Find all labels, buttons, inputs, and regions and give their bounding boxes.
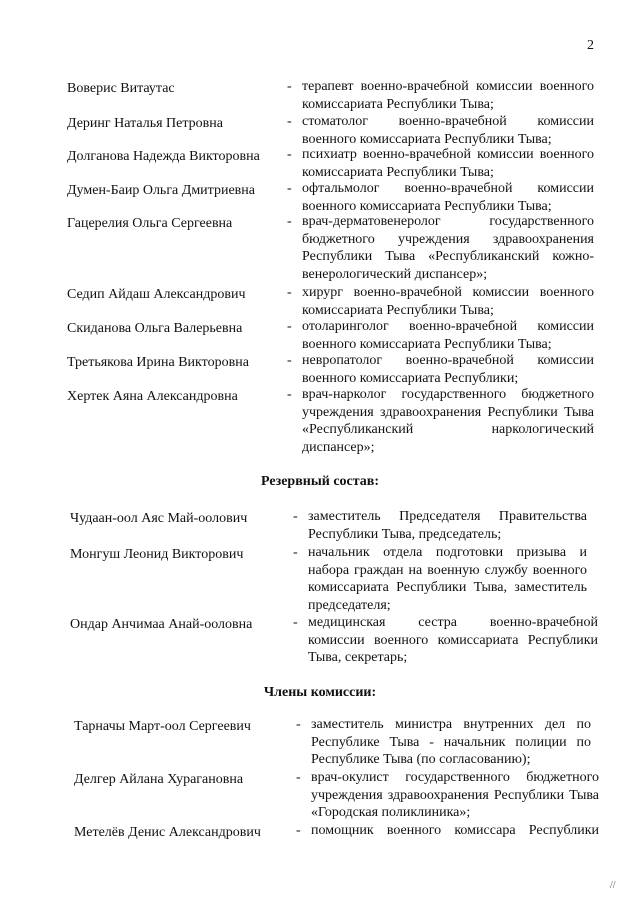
dash: - (287, 79, 292, 94)
person-role: отоларинголог военно-врачебной комиссии военного комиссариата Республики Тыва; (302, 319, 594, 352)
person-name: Воверис Витаутас (67, 81, 175, 96)
dash: - (293, 615, 298, 630)
person-role: начальник отдела подготовки призыва и набора граждан на военную службу военного комиссариата Республики Тыва, заместитель председателя; (308, 545, 587, 613)
dash: - (287, 114, 292, 129)
person-role: невропатолог военно-врачебной комиссии военного комиссариата Республики; (302, 353, 594, 386)
dash: - (287, 214, 292, 229)
person-name: Хертек Аяна Александровна (67, 389, 238, 404)
person-role: офтальмолог военно-врачебной комиссии военного комиссариата Республики Тыва; (302, 181, 594, 214)
dash: - (296, 823, 301, 838)
person-name: Чудаан-оол Аяс Май-оолович (70, 511, 248, 526)
person-name: Тарначы Март-оол Сергеевич (74, 719, 251, 734)
person-role: врач-нарколог государственного бюджетного учреждения здравоохранения Республики Тыва «Республиканский наркологический диспансер»; (302, 387, 594, 455)
person-role: заместитель министра внутренних дел по Республике Тыва - начальник полиции по Республике Тыва (по согласованию); (311, 717, 591, 767)
person-name: Делгер Айлана Хурагановна (74, 772, 244, 787)
person-name: Метелёв Денис Александрович (74, 825, 261, 840)
section-heading-members: Члены комиссии: (263, 685, 377, 700)
dash: - (287, 319, 292, 334)
person-name: Гацерелия Ольга Сергеевна (67, 216, 233, 231)
person-role: врач-дерматовенеролог государственного бюджетного учреждения здравоохранения Республики Тыва «Республиканский кожно-венерологический диспансер»; (302, 214, 594, 282)
section-heading-reserve: Резервный состав: (260, 474, 380, 489)
person-role: медицинская сестра военно-врачебной комиссии военного комиссариата Республики Тыва, секретарь; (308, 615, 598, 665)
person-role: терапевт военно-врачебной комиссии военного комиссариата Республики Тыва; (302, 79, 594, 112)
person-name: Скиданова Ольга Валерьевна (67, 321, 243, 336)
dash: - (287, 353, 292, 368)
person-role: врач-окулист государственного бюджетного учреждения здравоохранения Республики Тыва «Городская поликлиника»; (311, 770, 599, 820)
dash: - (293, 545, 298, 560)
person-role: стоматолог военно-врачебной комиссии военного комиссариата Республики Тыва; (302, 114, 594, 147)
person-name: Ондар Анчимаа Анай-ооловна (70, 617, 253, 632)
dash: - (287, 285, 292, 300)
dash: - (287, 387, 292, 402)
dash: - (296, 770, 301, 785)
person-name: Монгуш Леонид Викторович (70, 547, 244, 562)
person-role: заместитель Председателя Правительства Республики Тыва, председатель; (308, 509, 587, 542)
person-role: психиатр военно-врачебной комиссии военного комиссариата Республики Тыва; (302, 147, 594, 180)
person-name: Думен-Баир Ольга Дмитриевна (67, 183, 255, 198)
dash: - (287, 147, 292, 162)
person-name: Третьякова Ирина Викторовна (67, 355, 249, 370)
person-name: Седип Айдаш Александрович (67, 287, 246, 302)
person-name: Деринг Наталья Петровна (67, 116, 223, 131)
person-role: хирург военно-врачебной комиссии военного комиссариата Республики Тыва; (302, 285, 594, 318)
dash: - (293, 509, 298, 524)
page-number: 2 (587, 38, 594, 53)
corner-mark: // (610, 880, 616, 891)
dash: - (296, 717, 301, 732)
person-name: Долганова Надежда Викторовна (67, 149, 260, 164)
person-role: помощник военного комиссара Республики (311, 823, 599, 838)
dash: - (287, 181, 292, 196)
